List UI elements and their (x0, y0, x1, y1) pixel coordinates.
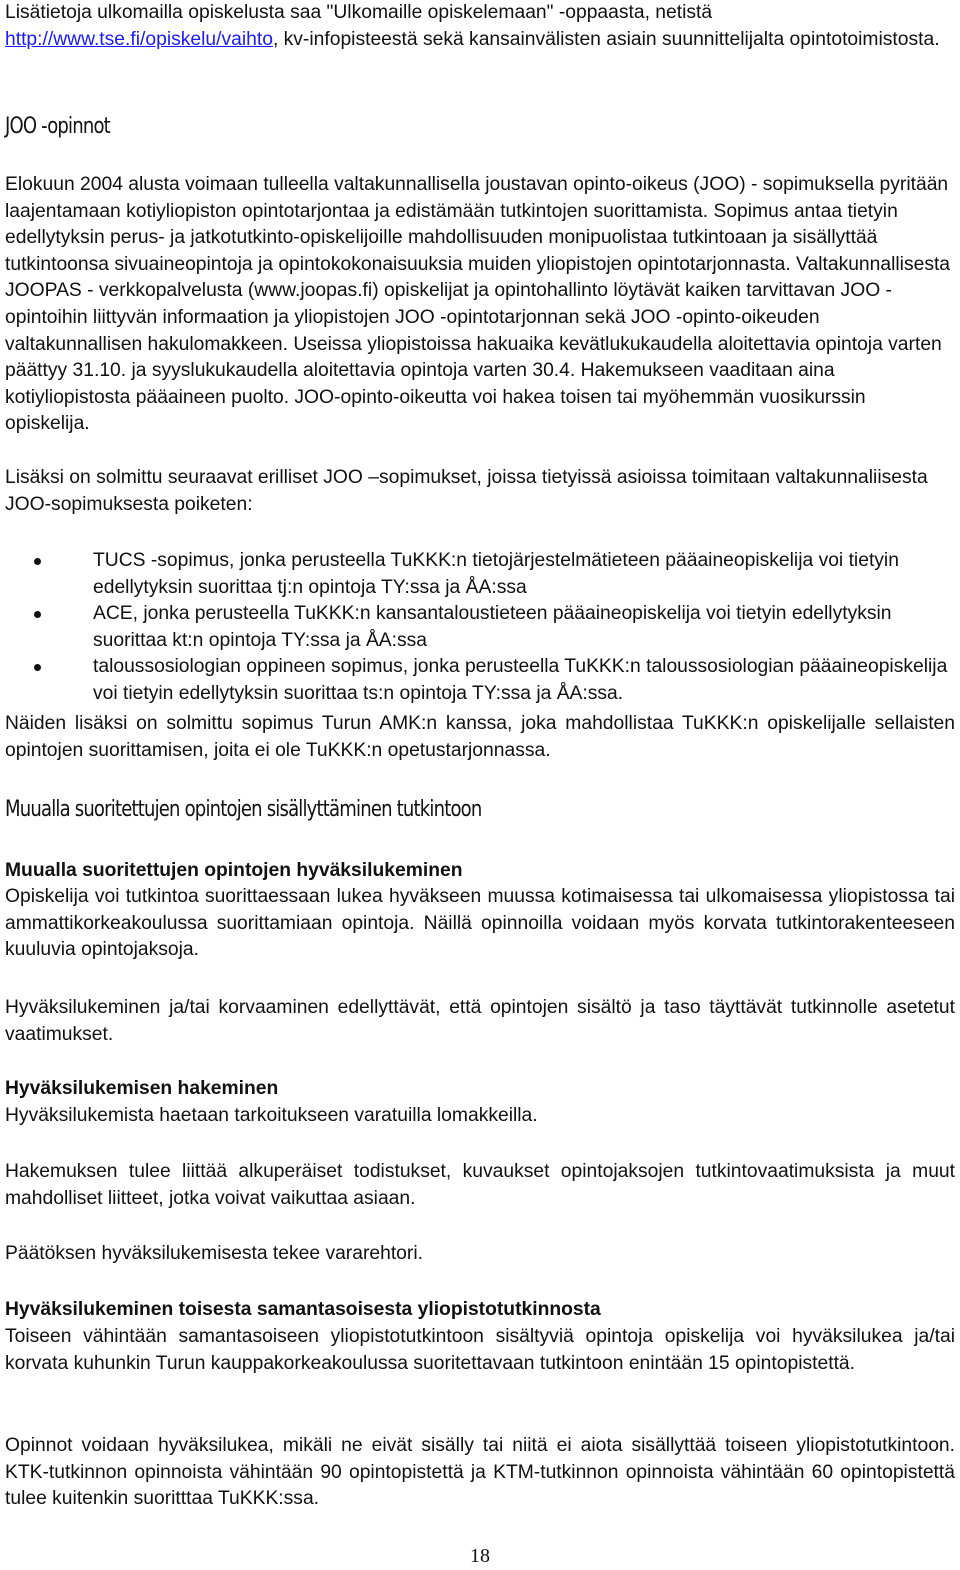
vaihto-link[interactable]: http://www.tse.fi/opiskelu/vaihto (5, 28, 273, 50)
list-item-text: TUCS -sopimus, jonka perusteella TuKKK:n tietojärjestelmätieteen pääaineopiskelija voi tietyin edellytyksin suorittaa tj:n opintoja TY:ssa ja ÅA:ssa (93, 550, 899, 598)
hakeminen-paragraph-3: Päätöksen hyväksilukemisesta tekee vararehtori. (5, 1243, 423, 1264)
hakeminen-subheading: Hyväksilukemisen hakeminen (5, 1078, 279, 1099)
intro-text-end: , kv-infopisteestä sekä kansainvälisten asiain suunnittelijalta opintotoimistosta. (272, 28, 940, 50)
list-item (5, 601, 955, 654)
hakeminen-paragraph-1: Hyväksilukemista haetaan tarkoitukseen varatuilla lomakkeilla. (5, 1105, 538, 1126)
toinen-tutkinto-paragraph-2: Opinnot voidaan hyväksilukea, mikäli ne eivät sisälly tai niitä ei aiota sisällyttää toiseen yliopistotutkintoon. KTK-tutkinnon opinnoista vähintään 90 opintopistettä ja KTM-tutkinnon opinnoista vähintään 60 opintopistettä tulee kuitenkin suoritttaa TuKKK:ssa. (5, 1435, 955, 1510)
toinen-tutkinto-subheading: Hyväksilukeminen toisesta samantasoisesta yliopistotutkinnosta (5, 1299, 601, 1320)
bullet-icon (34, 664, 41, 671)
intro-text-start: Lisätietoja ulkomailla opiskelusta saa "Ulkomaille opiskelemaan" -oppaasta, netistä (5, 2, 713, 23)
bullet-icon (34, 611, 41, 618)
list-item-text: ACE, jonka perusteella TuKKK:n kansantaloustieteen pääaineopiskelija voi tietyin edellytyksin suorittaa kt:n opintoja TY:ssa ja ÅA:ssa (93, 603, 892, 651)
joo-heading: JOO -opinnot (5, 114, 110, 139)
intro-paragraph (5, 0, 955, 53)
muualla-heading: Muualla suoritettujen opintojen sisällyttäminen tutkintoon (5, 797, 482, 822)
joo-paragraph-1: Elokuun 2004 alusta voimaan tulleella valtakunnallisella joustavan opinto-oikeus (JOO) - sopimuksella pyritään laajentamaan kotiyliopiston opintotarjontaa ja edistämään tutkintojen suorittamista. Sopimus antaa tietyin edellytyksin perus- ja jatkotutkinto-opiskelijoille mahdollisuuden monipuolistaa tutkintoaan ja sisällyttää tutkintoonsa sivuaineopintoja ja opintokokonaisuuksia muiden yliopistojen opintotarjonnasta. Valtakunnallisesta JOOPAS - verkkopalvelusta (www.joopas.fi) opiskelijat ja opintohallinto löytävät kaiken tarvittavan JOO - opintoihin liittyvän informaation ja yliopistojen JOO -opintotarjonnan sekä JOO -opinto-oikeuden valtakunnallisen hakulomakkeen. Useissa yliopistoissa hakuaika kevätlukukaudella aloitettavia opintoja varten päättyy 31.10. ja syyslukukaudella aloitettavia opintoja varten 30.4. Hakemukseen vaaditaan aina kotiyliopistosta pääaineen puolto. JOO-opinto-oikeutta voi hakea toisen tai myöhemmän vuosikurssin opiskelija. (5, 174, 951, 435)
list-item (5, 548, 955, 601)
bullet-icon (34, 558, 41, 565)
page-number: 18 (470, 1545, 490, 1567)
joo-paragraph-2: Lisäksi on solmittu seuraavat erilliset JOO –sopimukset, joissa tietyissä asioissa toimitaan valtakunnaliisesta JOO-sopimuksesta poiketen: (5, 467, 928, 515)
toinen-tutkinto-paragraph-1: Toiseen vähintään samantasoiseen yliopistotutkintoon sisältyviä opintoja opiskelija voi hyväksilukea ja/tai korvata kuhunkin Turun kauppakorkeakoulussa suoritettavaan tutkintoon enintään 15 opintopistettä. (5, 1326, 955, 1374)
hyvaksilukeminen-paragraph-2: Hyväksilukeminen ja/tai korvaaminen edellyttävät, että opintojen sisältö ja taso täyttävät tutkinnolle asetetut vaatimukset. (5, 997, 955, 1045)
joo-agreement-list (5, 548, 955, 708)
list-item-text: taloussosiologian oppineen sopimus, jonka perusteella TuKKK:n taloussosiologian pääaineopiskelija voi tietyin edellytyksin suorittaa ts:n opintoja TY:ssa ja ÅA:ssa. (93, 656, 948, 704)
hakeminen-paragraph-2: Hakemuksen tulee liittää alkuperäiset todistukset, kuvaukset opintojaksojen tutkintovaatimuksista ja muut mahdolliset liitteet, jotka voivat vaikuttaa asiaan. (5, 1161, 955, 1209)
list-item (5, 654, 955, 707)
hyvaksilukeminen-subheading: Muualla suoritettujen opintojen hyväksilukeminen (5, 860, 463, 881)
joo-paragraph-3: Näiden lisäksi on solmittu sopimus Turun AMK:n kanssa, joka mahdollistaa TuKKK:n opiskelijalle sellaisten opintojen suorittamisen, joita ei ole TuKKK:n opetustarjonnassa. (5, 713, 955, 761)
hyvaksilukeminen-paragraph-1: Opiskelija voi tutkintoa suorittaessaan lukea hyväkseen muussa kotimaisessa tai ulkomaisessa yliopistossa tai ammattikorkeakoulussa suorittamiaan opintoja. Näillä opinnoilla voidaan myös korvata tutkintorakenteeseen kuuluvia opintojaksoja. (5, 886, 955, 961)
